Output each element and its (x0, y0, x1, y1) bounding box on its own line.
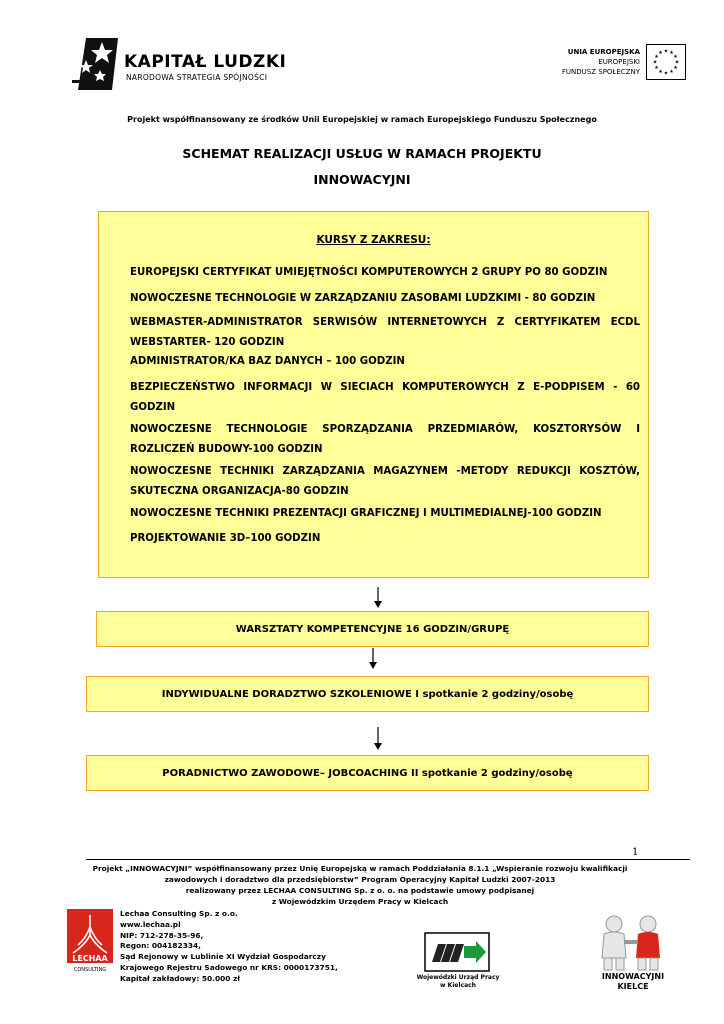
course-item: EUROPEJSKI CERTYFIKAT UMIEJĘTNOŚCI KOMPUTEROWYCH 2 GRUPY PO 80 GODZIN (130, 267, 608, 278)
arrow-down-icon (373, 587, 383, 609)
arrow-down-icon (373, 727, 383, 751)
course-item: NOWOCZESNE TECHNIKI PREZENTACJI GRAFICZNEJ I MULTIMEDIALNEJ-100 GODZIN (130, 508, 602, 519)
eu-star-icon: ★ (652, 59, 658, 66)
kapital-ludzki-logo (72, 36, 120, 92)
course-item: NOWOCZESNE TECHNOLOGIE W ZARZĄDZANIU ZASOBAMI LUDZKIMI - 80 GODZIN (130, 293, 596, 304)
eu-star-icon: ★ (673, 65, 678, 71)
eu-star-icon: ★ (654, 65, 659, 71)
advisory-step: INDYWIDUALNE DORADZTWO SZKOLENIOWE I spotkanie 2 godziny/osobę (86, 676, 649, 712)
company-info (120, 909, 338, 985)
eu-star-icon: ★ (658, 49, 663, 56)
course-item: BEZPIECZEŃSTWO INFORMACJI W SIECIACH KOMPUTEROWYCH Z E-PODPISEM - 60 GODZIN (130, 382, 640, 413)
footer-project-line: zawodowych i doradztwo dla przedsiębiorstw” Program Operacyjny Kapitał Ludzki 2007-2013 (164, 875, 556, 884)
innowacyjni-label (588, 972, 678, 992)
company-line: NIP: 712-278-35-96, (120, 930, 204, 940)
footer-divider (86, 859, 690, 860)
kapital-ludzki-subtitle: NARODOWA STRATEGIA SPÓJNOŚCI (126, 73, 268, 82)
course-item: PROJEKTOWANIE 3D–100 GODZIN (130, 533, 321, 544)
course-item: ADMINISTRATOR/KA BAZ DANYCH – 100 GODZIN (130, 356, 405, 367)
wup-logo (424, 932, 490, 972)
eu-flag-icon (646, 44, 686, 80)
footer-project-line: Projekt „INNOWACYJNI” współfinansowany przez Unię Europejską w ramach Poddziałania 8.1.1 „Wspieranie rozwoju kwalifikacji (92, 864, 628, 873)
coaching-step: PORADNICTWO ZAWODOWE– JOBCOACHING II spotkanie 2 godziny/osobę (86, 755, 649, 791)
company-line: Regon: 004182334, (120, 941, 201, 951)
company-line: Sąd Rejonowy w Lublinie XI Wydział Gospodarczy (120, 952, 326, 962)
lechaa-logo-text: LECHAA (72, 954, 108, 963)
eu-star-icon: ★ (654, 54, 659, 60)
eu-star-icon: ★ (669, 69, 674, 76)
innowacyjni-logo (592, 912, 672, 972)
eu-star-icon: ★ (669, 49, 674, 56)
footer-project-note (80, 863, 640, 907)
arrow-down-icon (368, 648, 378, 670)
kapital-ludzki-title: KAPITAŁ LUDZKI (124, 52, 287, 72)
eu-line-1: UNIA EUROPEJSKA (567, 48, 640, 56)
innowacyjni-line-1: INNOWACYJNI (601, 972, 665, 981)
cofinancing-note: Projekt współfinansowany ze środków Unii Europejskiej w ramach Europejskiego Funduszu Społecznego (127, 115, 597, 124)
company-line: Kapitał zakładowy: 50.000 zł (120, 973, 240, 983)
eu-line-2: EUROPEJSKI (598, 58, 640, 66)
company-website-link[interactable]: www.lechaa.pl (120, 919, 181, 929)
lechaa-logo (67, 909, 113, 973)
eu-star-icon: ★ (674, 59, 680, 66)
courses-box (98, 211, 649, 578)
courses-heading: KURSY Z ZAKRESU: (316, 234, 431, 246)
page-title: SCHEMAT REALIZACJI USŁUG W RAMACH PROJEKTU (182, 146, 542, 161)
footer-project-line: z Wojewódzkim Urzędem Pracy w Kielcach (271, 897, 449, 906)
eu-star-icon: ★ (658, 69, 663, 76)
page-number: 1 (632, 847, 639, 858)
eu-star-icon: ★ (663, 48, 669, 55)
eu-star-icon: ★ (663, 70, 669, 77)
course-item: NOWOCZESNE TECHNIKI ZARZĄDZANIA MAGAZYNEM -METODY REDUKCJI KOSZTÓW, SKUTECZNA ORGANIZACJA-80 GODZIN (130, 466, 640, 497)
eu-star-icon: ★ (673, 54, 678, 60)
course-item: NOWOCZESNE TECHNOLOGIE SPORZĄDZANIA PRZEDMIARÓW, KOSZTORYSÓW I ROZLICZEŃ BUDOWY-100 GODZIN (130, 424, 640, 455)
lechaa-logo-sub: CONSULTING (73, 967, 107, 973)
company-line: Lechaa Consulting Sp. z o.o. (120, 909, 238, 918)
eu-line-3: FUNDUSZ SPOŁECZNY (561, 68, 640, 76)
footer-project-line: realizowany przez LECHAA CONSULTING Sp. z o. o. na podstawie umowy podpisanej (185, 886, 535, 895)
company-line: Krajowego Rejestru Sadowego nr KRS: 0000173751, (120, 962, 338, 972)
workshops-step: WARSZTATY KOMPETENCYJNE 16 GODZIN/GRUPĘ (96, 611, 649, 647)
innowacyjni-line-2: KIELCE (617, 982, 649, 991)
eu-label (540, 47, 640, 77)
wup-label (400, 974, 516, 990)
page-subtitle: INNOWACYJNI (313, 172, 411, 187)
course-item: WEBMASTER-ADMINISTRATOR SERWISÓW INTERNETOWYCH Z CERTYFIKATEM ECDL WEBSTARTER- 120 GODZIN (130, 317, 640, 348)
wup-line-1: Wojewódzki Urząd Pracy (416, 974, 500, 981)
wup-line-2: w Kielcach (440, 982, 476, 989)
